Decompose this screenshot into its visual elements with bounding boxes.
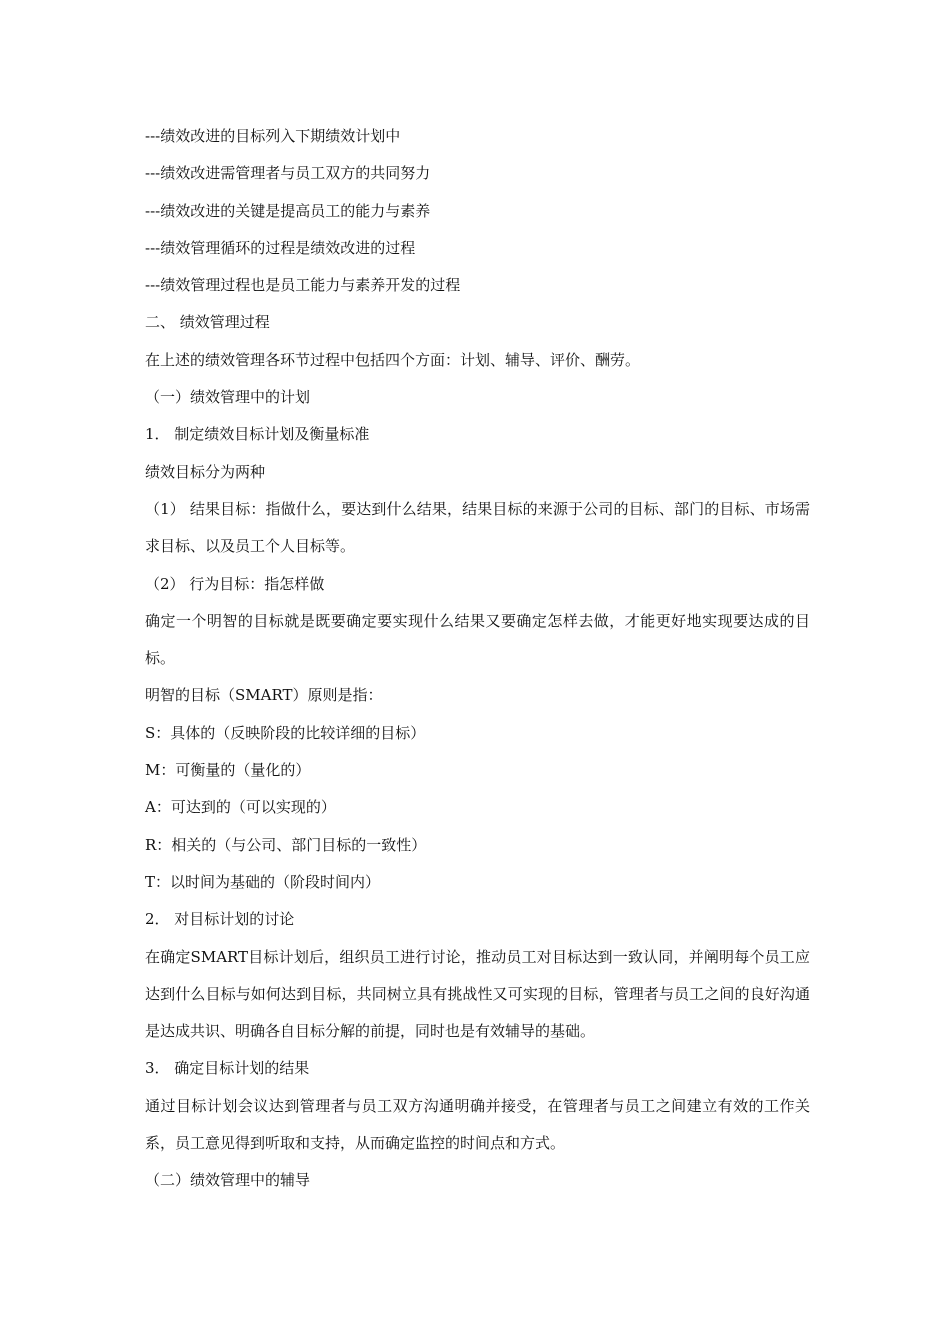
goal-type-result: （1） 结果目标：指做什么，要达到什么结果，结果目标的来源于公司的目标、部门的目标、市场需求目标、以及员工个人目标等。 [145,499,810,556]
discussion-paragraph: 在确定SMART目标计划后，组织员工进行讨论，推动员工对目标达到一致认同，并阐明每个员工应达到什么目标与如何达到目标，共同树立具有挑战性又可实现的目标，管理者与员工之间的良好沟通是达成共识、明确各自目标分解的前提，同时也是有效辅导的基础。 [145,947,810,1041]
section-heading-2: 二、 绩效管理过程 [145,313,270,332]
smart-r: R：相关的（与公司、部门目标的一致性） [145,835,427,854]
smart-t: T：以时间为基础的（阶段时间内） [145,872,381,891]
subsection-heading-coaching: （二）绩效管理中的辅导 [145,1171,311,1190]
step-heading-1: 1． 制定绩效目标计划及衡量标准 [145,425,370,444]
improvement-point-1: ---绩效改进的目标列入下期绩效计划中 [145,127,401,145]
result-paragraph: 通过目标计划会议达到管理者与员工双方沟通明确并接受，在管理者与员工之间建立有效的工作关系，员工意见得到听取和支持，从而确定监控的时间点和方式。 [145,1096,810,1153]
smart-goal-explanation: 确定一个明智的目标就是既要确定要实现什么结果又要确定怎样去做，才能更好地实现要达成的目标。 [145,611,810,668]
smart-s: S：具体的（反映阶段的比较详细的目标） [145,723,426,742]
step-heading-2: 2． 对目标计划的讨论 [145,910,295,929]
smart-a: A：可达到的（可以实现的） [145,798,336,817]
goal-types-intro: 绩效目标分为两种 [145,462,266,481]
smart-m: M：可衡量的（量化的） [145,761,311,780]
improvement-point-5: ---绩效管理过程也是员工能力与素养开发的过程 [145,276,461,295]
subsection-heading-plan: （一）绩效管理中的计划 [145,388,311,407]
goal-type-behavior: （2） 行为目标：指怎样做 [145,574,325,593]
smart-principle-heading: 明智的目标（SMART）原则是指： [145,686,383,705]
improvement-point-3: ---绩效改进的关键是提高员工的能力与素养 [145,201,431,220]
improvement-point-4: ---绩效管理循环的过程是绩效改进的过程 [145,238,416,257]
document-body [145,118,810,1200]
improvement-point-2: ---绩效改进需管理者与员工双方的共同努力 [145,164,431,183]
section-intro: 在上述的绩效管理各环节过程中包括四个方面：计划、辅导、评价、酬劳。 [145,350,641,369]
step-heading-3: 3． 确定目标计划的结果 [145,1059,310,1078]
